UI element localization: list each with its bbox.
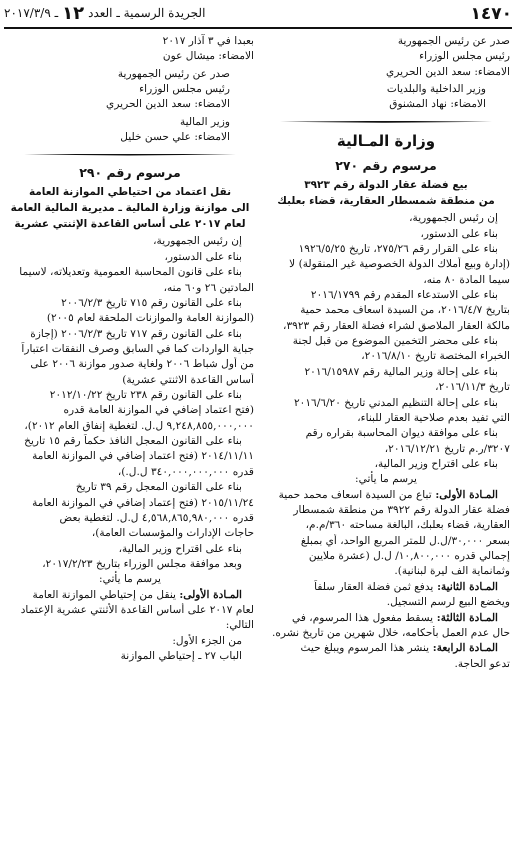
recital-line: بناء على اقتراح وزير المالية، [118,542,242,555]
article-line: إجمالي قدره ١٠,٨٠٠,٠٠٠/ ل.ل (عشرة ملايين [308,550,510,563]
section-divider [24,150,236,160]
signature-block [6,67,254,113]
ministry-title: وزارة المـالية [336,131,436,150]
signature-line: صدر عن رئيس الجمهورية [397,35,510,47]
article-label: المـادة الرابعة: [429,642,498,655]
signature-line: رئيس مجلس الوزراء [139,83,230,96]
articles [262,488,510,672]
article-paragraph [262,641,510,672]
recital-line: سيما المادة ٨٠ منه، [423,273,510,286]
signature-line: الامضاء: علي حسن خليل [120,131,230,144]
recital-line: بناء على اقتراح وزير المالية، [374,457,498,470]
recital-line: حاجات الإدارات والمؤسسات العامة)، [91,527,254,540]
recital-paragraph [6,480,254,541]
recital-line: بناء على موافقة ديوان المحاسبة بقراره رقم [305,427,498,440]
preamble [262,211,510,242]
decrees-label: يرسم ما يأتي: [99,573,161,586]
left-column [6,34,254,852]
subtitle-line: الى موازنة وزارة المالية ـ مديرية المالية العامة [10,201,250,214]
recital-line: بتاريخ ٢٠١٦/٤/٧، من السيدة اسعاف محمد حمية [300,304,510,317]
issue-date: ـ ٢٠١٧/٣/٩ [4,6,59,21]
article-line [262,488,510,503]
preamble-line: إن رئيس الجمهورية، [153,235,242,248]
article-label: المـادة الثالثة: [433,611,498,624]
signature-line: الامضاء: نهاد المشنوق [389,98,486,111]
recital-line: بناء على القانون المعجل النافذ حكماً رقم ١٥ تاريخ [24,435,242,448]
section-divider [280,117,492,127]
recital-paragraph [6,434,254,480]
text-line: الامضاء: ميشال عون [162,50,254,63]
article-paragraph [262,611,510,642]
recital-paragraph [6,557,254,572]
article-line [262,611,510,626]
recital-line: ٢٠١٥/١١/٢٤ (فتح إعتماد إضافي في الموازنة العامة [32,496,254,509]
recital-line: بناء على القرار رقم ٢٧٥/٢٦، تاريخ ١٩٢٦/٥/٢٥ [298,242,498,255]
article-paragraph [262,580,510,611]
recital-line: بناء على القانون رقم ٢٣٨ تاريخ ٢٠١٢/١٠/٢٢ [49,389,242,402]
subtitle-line: بيع فضلة عقار الدولة رقم ٣٩٢٣ [304,178,468,191]
article-line: تدعو الحاجة. [454,657,510,670]
recital-paragraph [262,426,510,457]
preamble [6,234,254,265]
decree-subtitle [262,177,510,210]
signature-line: وزير الداخلية والبلديات [386,83,486,96]
recital-line: بناء على قانون المحاسبة العمومية وتعديلاته، لاسيما [19,266,242,279]
recital-line: من أول شباط ٢٠٠٦ ولغاية صدور موازنة ٢٠٠٦ على [30,358,254,371]
recital-line: ٢٠١٤/١١/١١ (فتح اعتماد إضافي في الموازنة العامة [32,450,254,463]
article-line: فضلة عقار الدولة رقم ٣٩٢٢ من منطقة شمسطار [293,504,510,517]
recital-paragraph [262,365,510,396]
decrees-label: يرسم ما يأتي: [355,473,417,486]
gazette-header-title [4,1,205,27]
article-text: تباع من السيدة اسعاف محمد حمية [278,488,432,501]
chapter-line: الباب ٢٧ ـ إحتياطي الموازنة [120,650,242,663]
article-line: التالي: [225,619,254,632]
page-number: ١٤٧٠ [470,3,512,24]
article-text: ينقل من إحتياطي الموازنة العامة [32,588,176,601]
subtitle-line: نقل اعتماد من احتياطي الموازنة العامة [28,185,232,198]
article-first-line [6,588,254,603]
gazette-name: الجريدة الرسمية ـ العدد [88,6,206,21]
recital-line: وبعد موافقة مجلس الوزراء بتاريخ ٢٠١٧/٢/٢٣، [42,557,242,570]
recital-line: التي تفيد بعدم صلاحية العقار للبناء، [357,411,510,424]
recital-paragraph [6,542,254,557]
recital-line: بناء على إحالة وزير المالية رقم ٢٠١٦/١٥٩٨٧ [304,365,498,378]
recital-line: قدره ٣٤٠,٠٠٠,٠٠٠,٠٠٠ ل.ل.)، [117,465,254,478]
recitals [262,242,510,472]
signature-line: رئيس مجلس الوزراء [419,50,510,63]
article-text: يدفع ثمن فضلة العقار سلفاً [314,580,434,593]
recitals [6,265,254,572]
subtitle-line: من منطقة شمسطار العقارية، قضاء بعلبك [277,194,495,207]
signature-line: الامضاء: سعد الدين الحريري [106,98,230,111]
article-label: المـادة الأولى: [179,588,242,601]
decree-subtitle [6,184,254,233]
recital-paragraph [262,457,510,472]
preamble-line: بناء على الدستور، [420,227,498,240]
recital-line: الخبراء المختصة تاريخ ٢٠١٦/٨/١٠، [361,350,510,363]
article-text: يسقط مفعول هذا المرسوم، في [292,611,434,624]
article-line: وثمانماية الف ليرة لبنانية). [394,565,510,578]
article-line [262,580,510,595]
recital-line: (فتح اعتماد إضافي في الموازنة العامة قدره [63,404,254,417]
article-label: المـادة الأولى: [431,488,498,501]
article-text: ينشر هذا المرسوم ويبلغ حيث [300,642,430,655]
recital-line: ٩,٢٤٨,٨٥٥,٠٠٠,٠٠٠ ل.ل. لتغطية إنفاق العام ٢٠١٢)، [24,419,254,432]
recital-line: جباية الواردات كما في السابق وصرف النفقات اعتباراً [21,342,254,355]
article-line: لعام ٢٠١٧ على أساس القاعدة الأثنتي عشرية الإعتماد [20,604,254,617]
signature-line: الامضاء: سعد الدين الحريري [386,65,510,78]
finance-minister-block [6,115,254,146]
recital-paragraph [262,334,510,365]
text-line: بعبدا في ٣ آذار ٢٠١٧ [162,35,254,47]
recital-line: قدره ٤,٥٦٨,٨٦٥,٩٨٠,٠٠٠ ل.ل. لتغطية بعض [59,511,254,524]
decree-title: مرسوم رقم ٢٧٠ [335,157,437,173]
preamble-line: إن رئيس الجمهورية، [409,212,498,225]
recital-line: أساس القاعدة الاثنتي عشرية) [122,373,254,386]
part-label: من الجزء الأول: [172,634,242,647]
article-paragraph [6,588,254,634]
preamble-line: بناء على الدستور، [164,250,242,263]
subtitle-line: لعام ٢٠١٧ على أساس القاعدة الإثنتي عشرية [14,218,246,231]
recital-line: بناء على القانون المعجل رقم ٣٩ تاريخ [75,481,242,494]
issue-number: ١٢ [62,2,85,24]
right-column [262,34,510,852]
recital-line: بناء على القانون رقم ٧١٧ تاريخ ٢٠٠٦/٢/٣ (إجازة [30,327,242,340]
recital-line: بناء على الاستدعاء المقدم رقم ٢٠١٦/١٧٩٩ [310,289,498,301]
recital-paragraph [6,265,254,296]
article-line: بسعر ٣٠,٠٠٠/ل.ل للمتر المربع الواحد، أي بمبلغ [300,534,510,547]
signature-line: صدر عن رئيس الجمهورية [117,67,230,80]
article-line: حال عدم العمل بأحكامه، خلال شهرين من تاريخ نشره. [271,626,510,639]
page-columns [6,34,510,852]
recital-line: بناء على إحالة التنظيم المدني تاريخ ٢٠١٦/٦/٢٠ [293,396,498,409]
recital-line: بناء على القانون رقم ٧١٥ تاريخ ٢٠٠٦/٢/٣ [61,296,242,309]
page-header [4,3,512,29]
recital-line: (إدارة وبيع أملاك الدولة الخصوصية غير المنقولة) لا [289,258,510,271]
signature-line: وزير المالية [179,115,230,128]
recital-paragraph [262,288,510,334]
recital-line: تاريخ ٢٠١٦/١١/٣، [435,381,510,394]
article-line [262,641,510,656]
signature-block [262,34,510,80]
recital-paragraph [262,242,510,288]
recital-paragraph [6,388,254,434]
article-paragraph [262,488,510,580]
recital-line: مالكة العقار الملاصق لشراء فضلة العقار رقم ٣٩٢٣، [283,319,510,332]
article-label: المـادة الثانية: [433,580,498,593]
recital-paragraph [6,327,254,388]
article-line: العقارية، قضاء بعلبك، البالغة مساحته ٣٦٠/م.م، [305,519,510,532]
recital-line: (الموازنة العامة والموازنات الملحقة لعام ٢٠٠٥) [46,312,254,325]
recital-line: ٣٢٠٧/ر.م تاريخ ٢٠١٦/١٢/٢١، [384,442,510,455]
minister-block [262,82,510,113]
recital-line: بناء على محضر التخمين الموضوع من قبل لجنة [292,335,498,348]
issue-place-block [6,34,254,65]
recital-line: المادتين ٢٦ و٦٠ منه، [163,281,254,294]
recital-paragraph [262,396,510,427]
recital-paragraph [6,296,254,327]
article-line: ويخضع البيع لرسم التسجيل. [386,596,510,609]
decree-title: مرسوم رقم ٢٩٠ [79,164,181,180]
